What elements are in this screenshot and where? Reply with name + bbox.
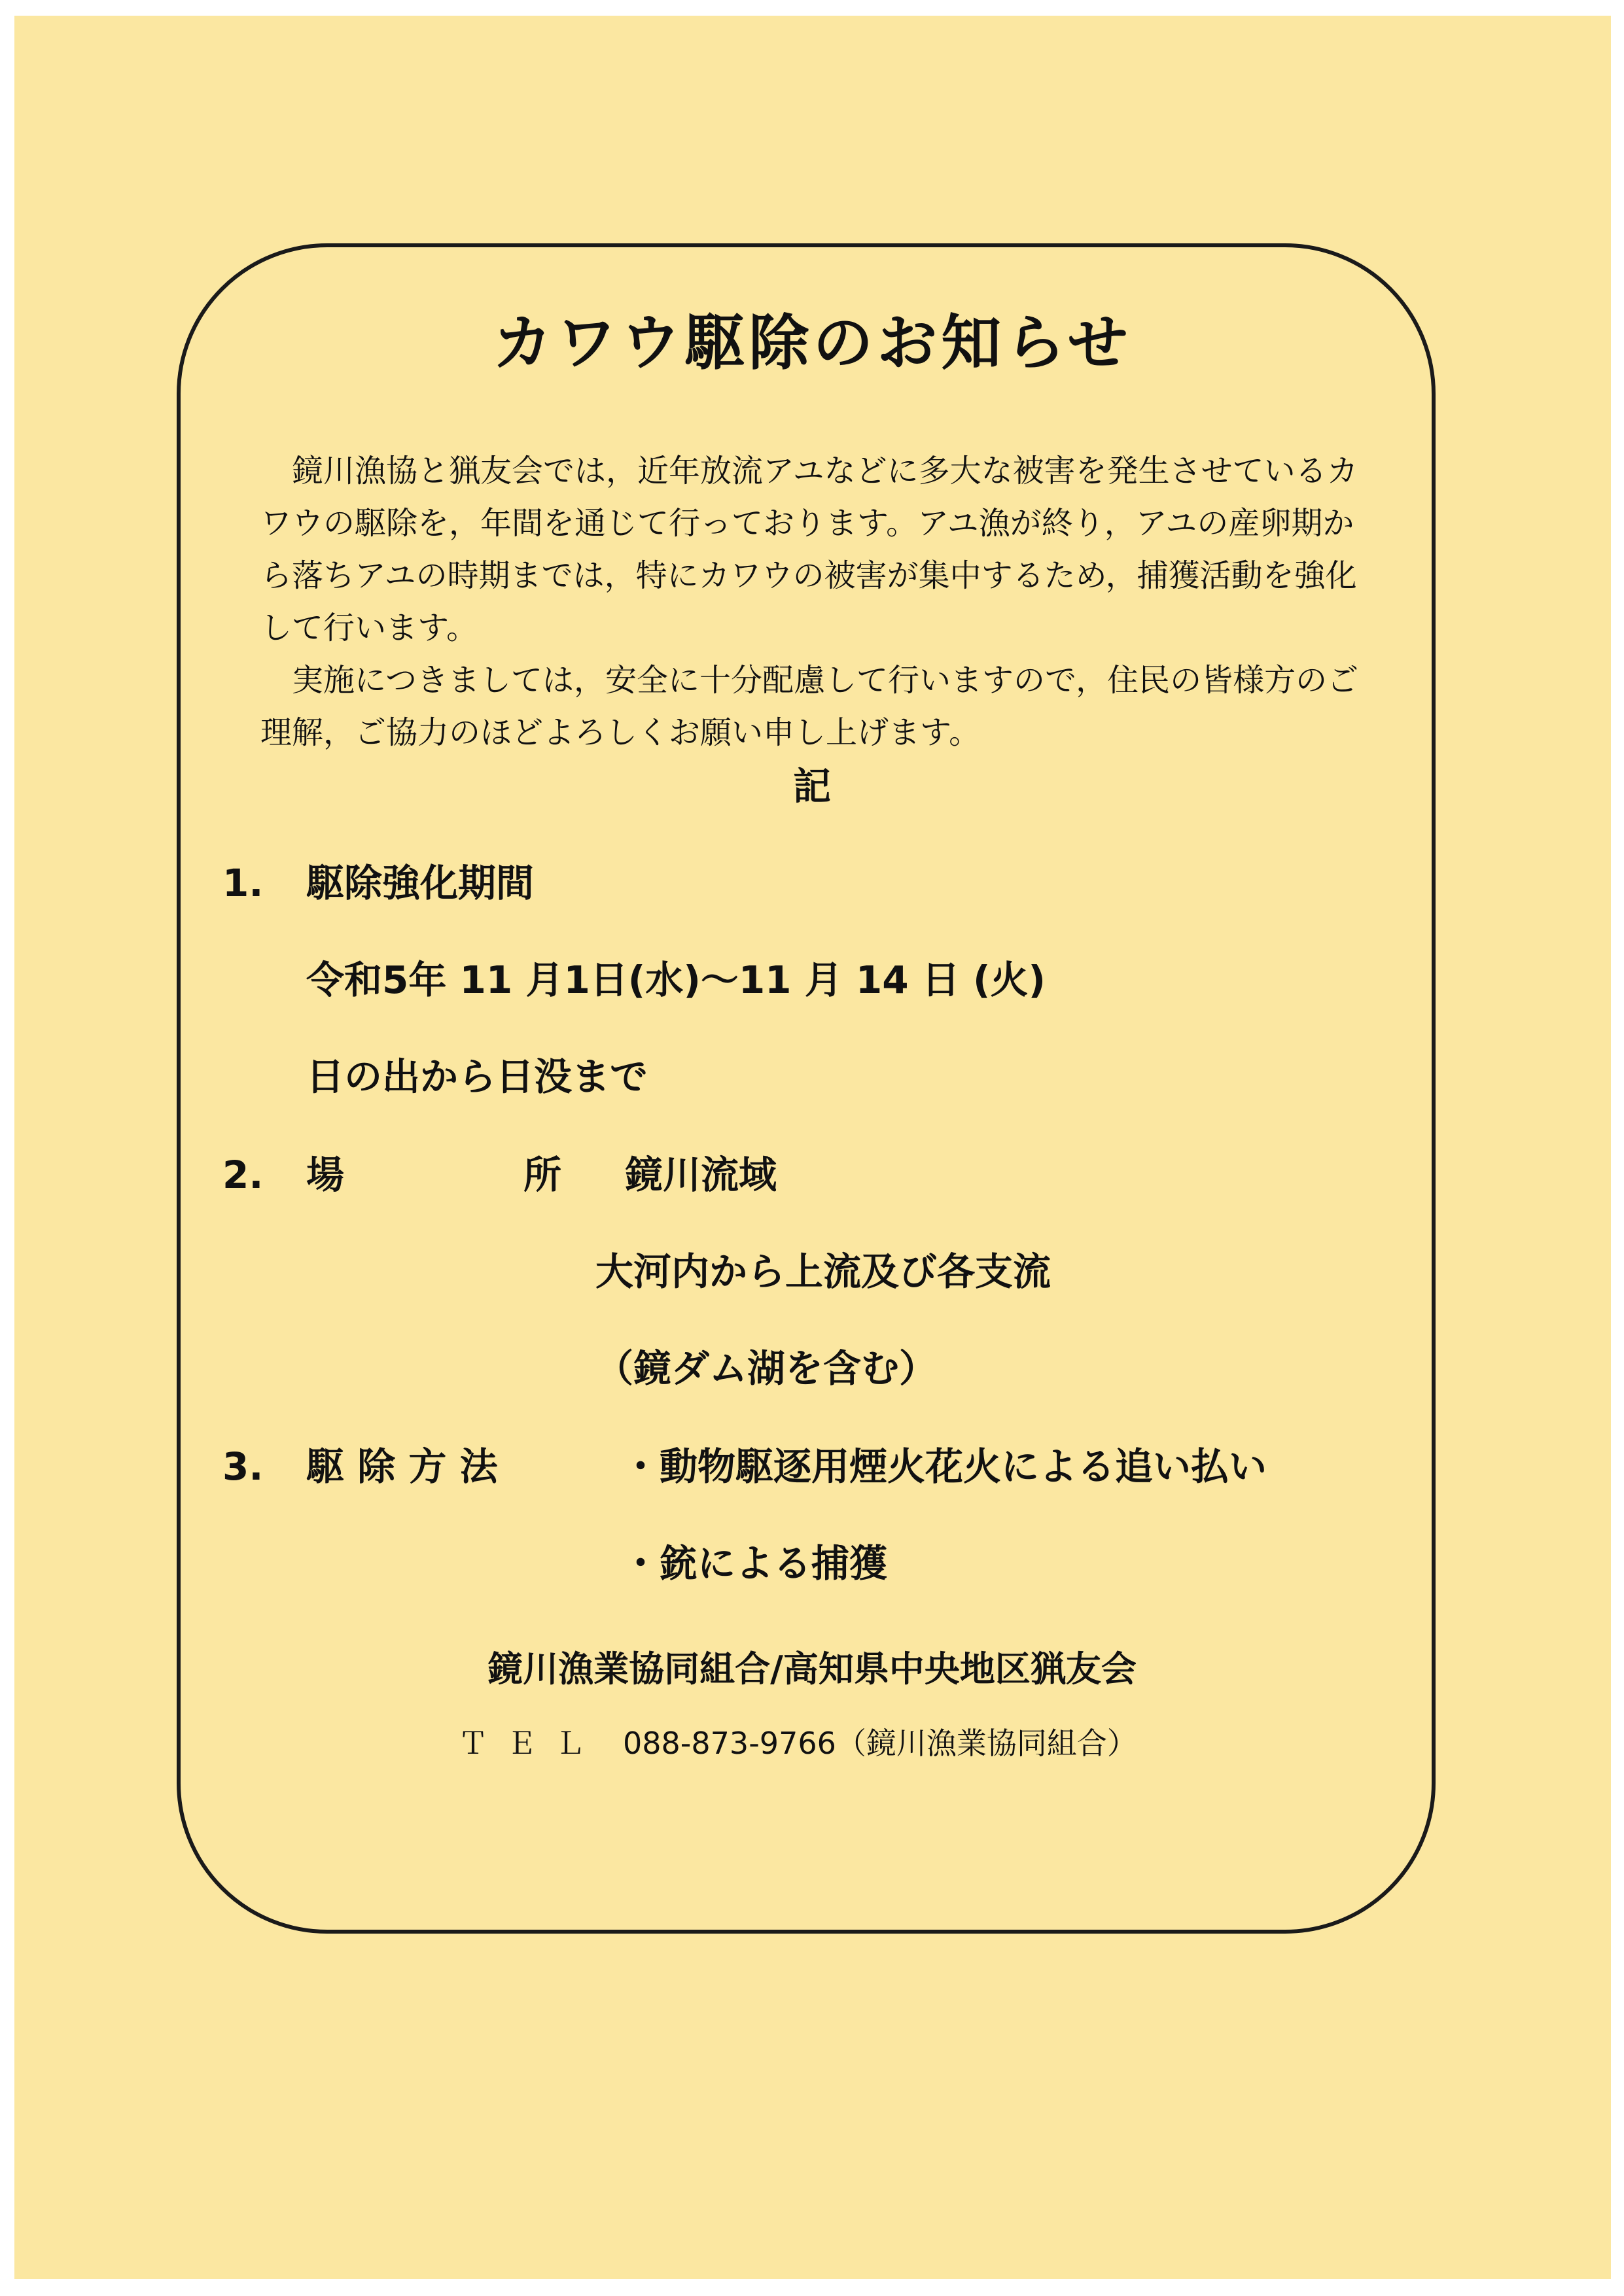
place-value-3: （鏡ダム湖を含む） [595,1346,938,1391]
item-1-number: 1. [222,861,264,905]
body-paragraph-line: 鏡川漁協と猟友会では，近年放流アユなどに多大な被害を発生させているカ [260,453,1358,489]
period-dates: 令和5年 11 月1日(水)～11 月 14 日 (火) [306,958,1046,1002]
item-2-label-a: 場 [306,1153,345,1197]
body-paragraph-line: ら落ちアユの時期までは，特にカワウの被害が集中するため，捕獲活動を強化 [260,557,1357,594]
method-value-2: ・銃による捕獲 [622,1541,888,1586]
item-1-label: 駆除強化期間 [306,861,535,905]
tel-line [458,1720,1137,1766]
place-value-1: 鏡川流域 [625,1153,777,1197]
organization-name: 鏡川漁業協同組合/高知県中央地区猟友会 [487,1648,1137,1690]
method-value-1: ・動物駆逐用煙火花火による追い払い [622,1444,1267,1489]
body-paragraph-line: ワウの駆除を，年間を通じて行っております。アユ漁が終り，アユの産卵期か [260,505,1354,542]
body-paragraph-line: 実施につきましては，安全に十分配慮して行いますので，住民の皆様方のご [260,662,1359,699]
body-paragraph-line: 理解，ご協力のほどよろしくお願い申し上げます。 [260,714,981,751]
tel-label: ＴＥＬ [458,1726,603,1761]
item-2-number: 2. [222,1153,264,1197]
item-3-number: 3. [222,1444,264,1489]
item-3-label: 駆 除 方 法 [306,1444,498,1489]
period-hours: 日の出から日没まで [306,1054,648,1099]
item-2-label-b: 所 [523,1153,562,1197]
notice-title: カワウ駆除のお知らせ [492,308,1132,378]
body-paragraph-line: して行います。 [260,610,478,646]
ki-heading: 記 [792,764,831,809]
place-value-2: 大河内から上流及び各支流 [595,1249,1051,1294]
tel-value: 088-873-9766（鏡川漁業協同組合） [623,1726,1137,1761]
